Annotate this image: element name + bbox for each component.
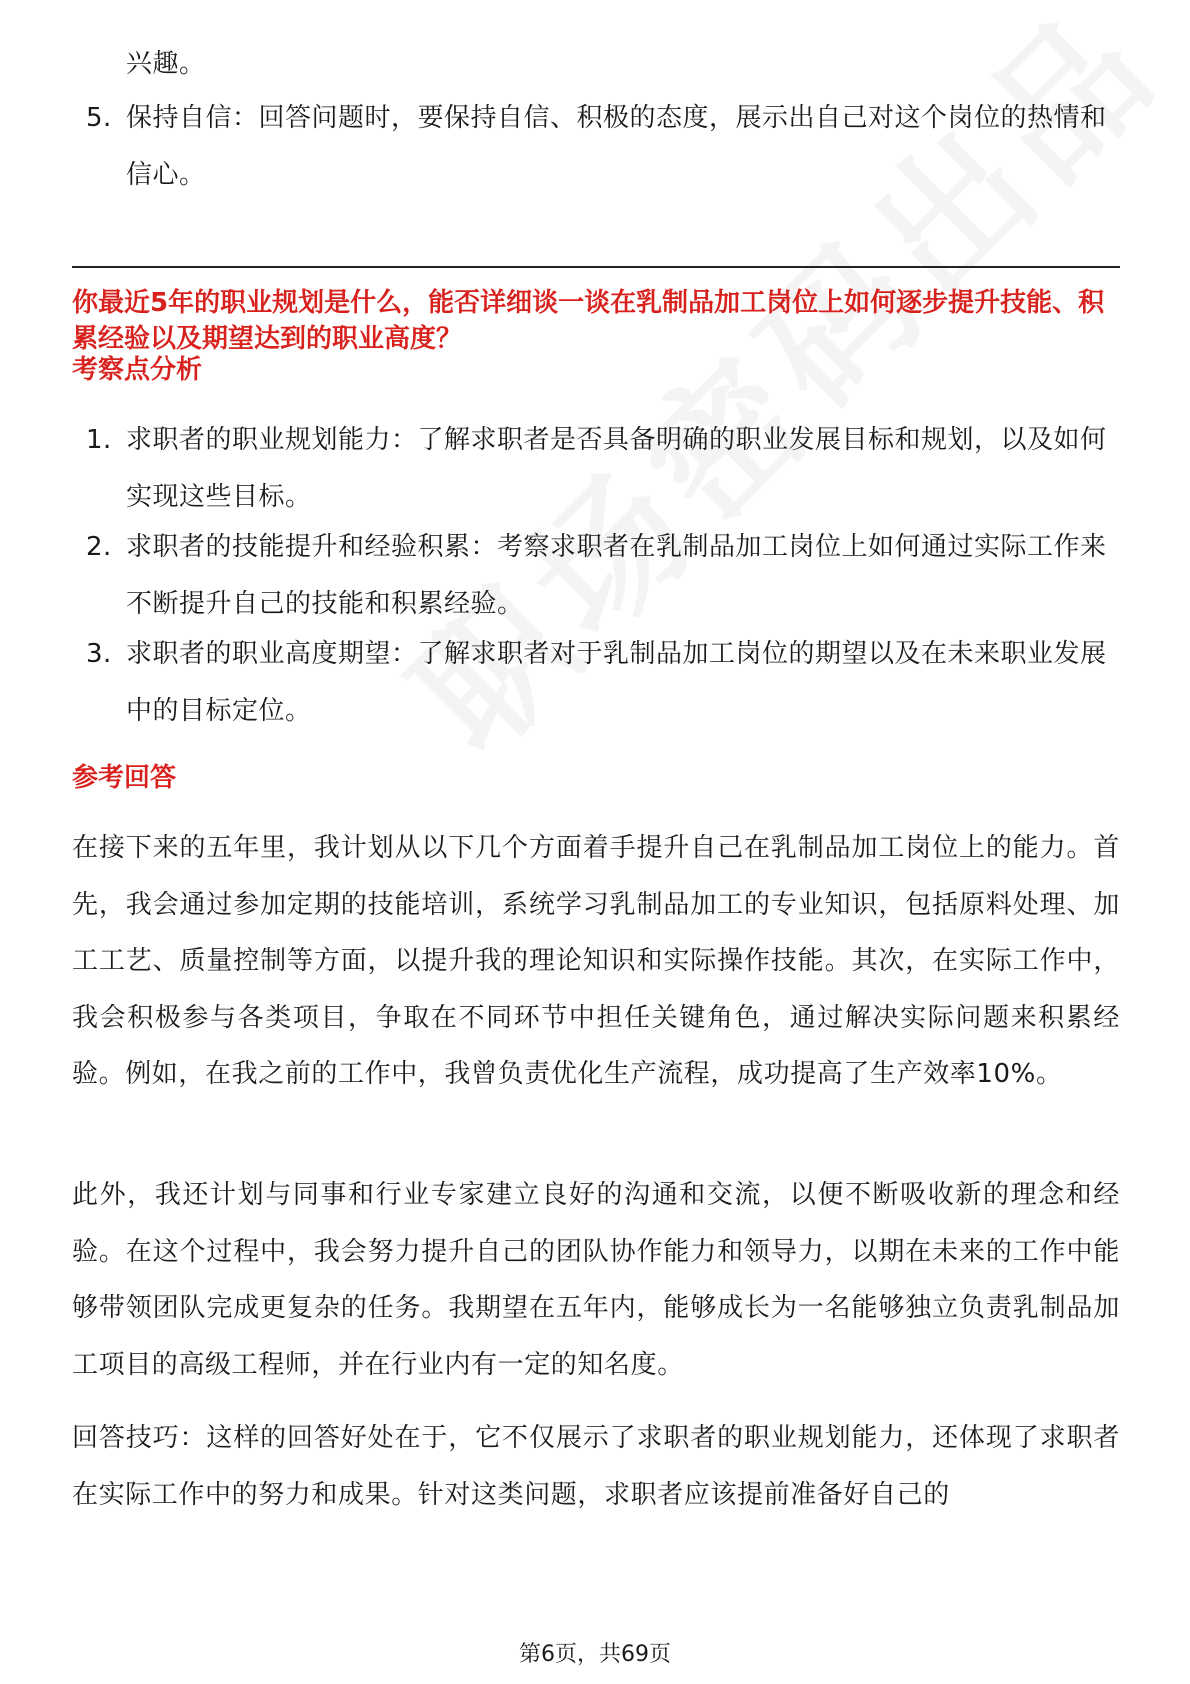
page-number: 第6页，共69页 <box>519 1642 671 1667</box>
reference-paragraph-1: 在接下来的五年里，我计划从以下几个方面着手提升自己在乳制品加工岗位上的能力。首先，我会通过参加定期的技能培训，系统学习乳制品加工的专业知识，包括原料处理、加工工艺、质量控制等方面，以提升我的理论知识和实际操作技能。其次，在实际工作中，我会积极参与各类项目，争取在不同环节中担任关键角色，通过解决实际问题来积累经验。例如，在我之前的工作中，我曾负责优化生产流程，成功提高了生产效率10%。 <box>72 833 1120 1089</box>
analysis-heading: 考察点分析 <box>72 355 203 385</box>
list-item-text: 求职者的职业规划能力：了解求职者是否具备明确的职业发展目标和规划，以及如何实现这些目标。 <box>126 425 1107 512</box>
list-number: 5. <box>86 103 112 133</box>
reference-heading: 参考回答 <box>72 763 177 793</box>
list-item-text: 保持自信：回答问题时，要保持自信、积极的态度，展示出自己对这个岗位的热情和信心。 <box>126 103 1107 190</box>
list-item-text: 求职者的职业高度期望：了解求职者对于乳制品加工岗位的期望以及在未来职业发展中的目标定位。 <box>126 639 1107 726</box>
list-number: 1. <box>86 425 112 455</box>
interview-question: 你最近5年的职业规划是什么，能否详细谈一谈在乳制品加工岗位上如何逐步提升技能、积累经验以及期望达到的职业高度？ <box>72 288 1105 354</box>
list-item-text: 求职者的技能提升和经验积累：考察求职者在乳制品加工岗位上如何通过实际工作来不断提升自己的技能和积累经验。 <box>126 532 1107 619</box>
section-divider <box>72 266 1120 268</box>
list-number: 2. <box>86 532 112 562</box>
reference-paragraph-2: 此外，我还计划与同事和行业专家建立良好的沟通和交流，以便不断吸收新的理念和经验。在这个过程中，我会努力提升自己的团队协作能力和领导力，以期在未来的工作中能够带领团队完成更复杂的任务。我期望在五年内，能够成长为一名能够独立负责乳制品加工项目的高级工程师，并在行业内有一定的知名度。 <box>72 1180 1120 1380</box>
list-number: 3. <box>86 639 112 669</box>
answer-tips-paragraph: 回答技巧：这样的回答好处在于，它不仅展示了求职者的职业规划能力，还体现了求职者在实际工作中的努力和成果。针对这类问题，求职者应该提前准备好自己的 <box>72 1423 1120 1510</box>
list-item-continuation: 兴趣。 <box>126 49 206 79</box>
